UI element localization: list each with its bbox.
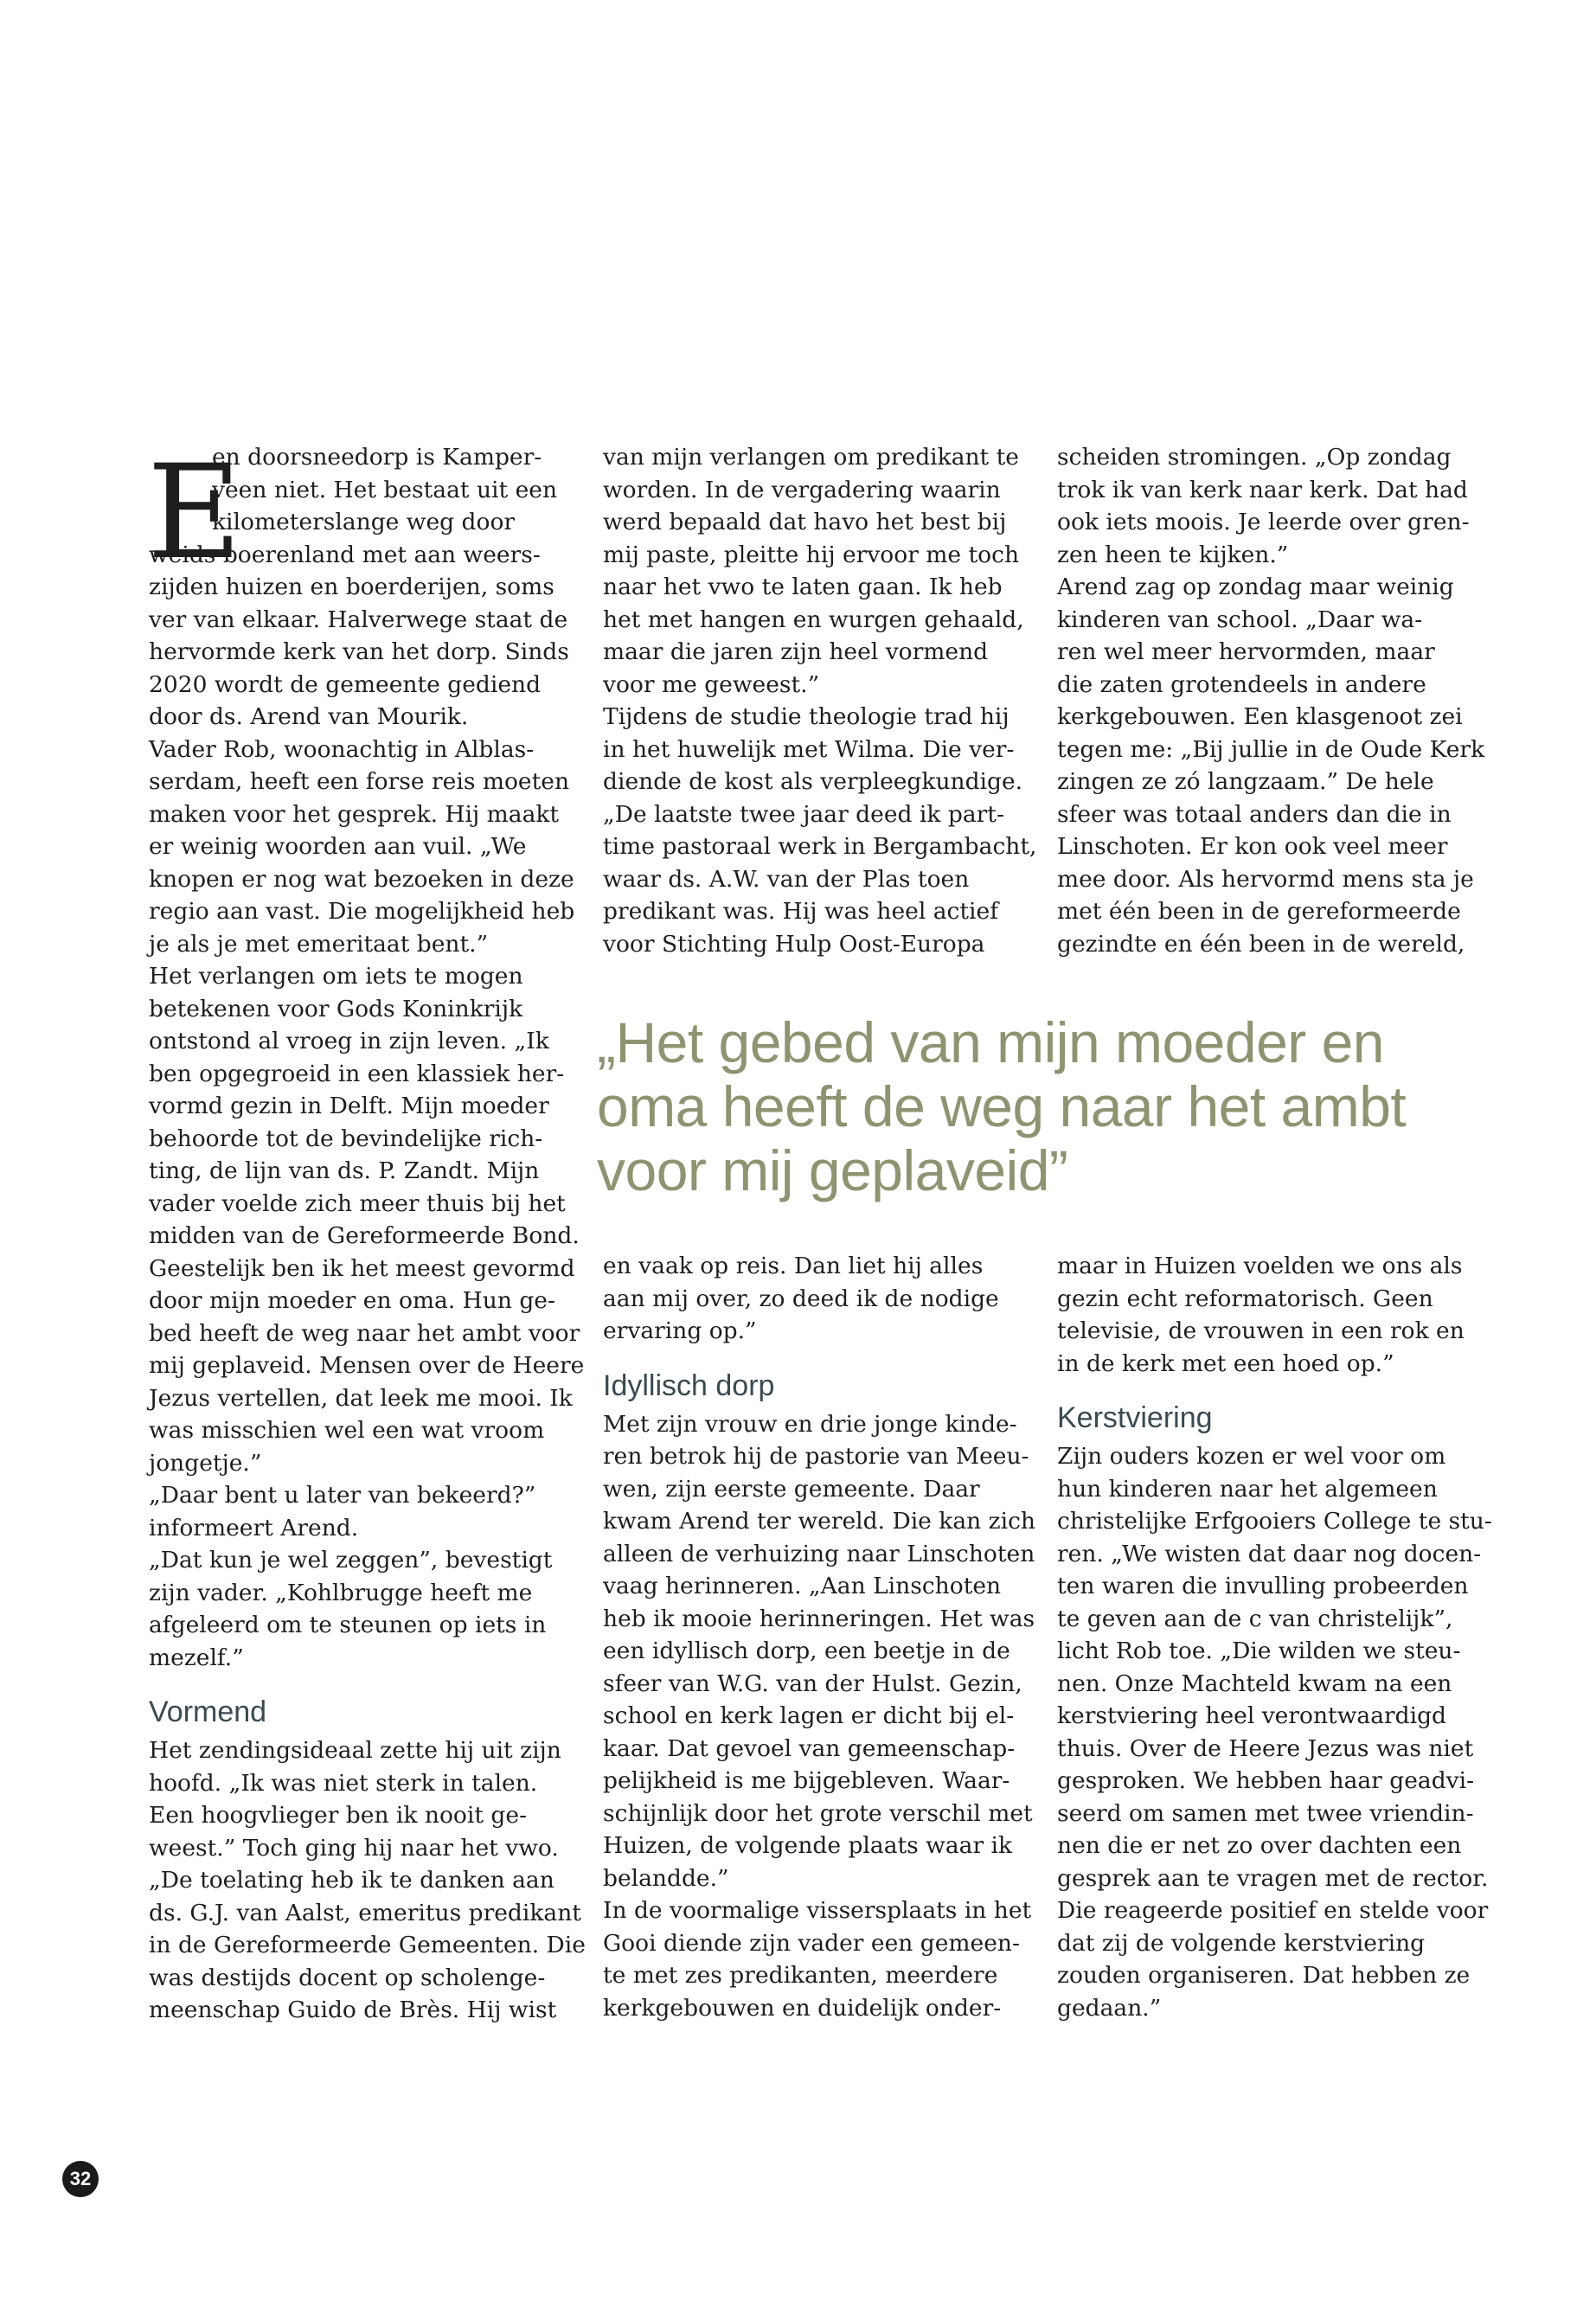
text-line: in de kerk met een hoed op.” bbox=[1057, 1349, 1394, 1377]
text-line: voor mij geplaveid” bbox=[597, 1138, 1068, 1202]
text-line: kinderen van school. „Daar wa- bbox=[1057, 606, 1423, 633]
text-line: ten waren die invulling probeerden bbox=[1057, 1573, 1469, 1599]
text-line: „Daar bent u later van bekeerd?” bbox=[149, 1482, 536, 1509]
drop-cap: E bbox=[147, 438, 242, 588]
column-1 bbox=[147, 438, 586, 2027]
text-line: „De toelating heb ik te danken aan bbox=[149, 1867, 554, 1894]
text-line: predikant was. Hij was heel actief bbox=[603, 898, 998, 925]
text-line: hervormde kerk van het dorp. Sinds bbox=[149, 638, 569, 665]
text-line: was destijds docent op scholenge- bbox=[149, 1964, 546, 1991]
text-line: mezelf.” bbox=[149, 1644, 244, 1671]
text-line: een idyllisch dorp, een beetje in de bbox=[603, 1638, 1010, 1664]
column-2-lower-text-a bbox=[603, 1250, 1014, 1348]
text-line: wen, zijn eerste gemeente. Daar bbox=[603, 1475, 980, 1503]
text-line: zijn vader. „Kohlbrugge heeft me bbox=[149, 1579, 533, 1606]
text-line: afgeleerd om te steunen op iets in bbox=[149, 1612, 547, 1638]
text-line: pelijkheid is me bijgebleven. Waar- bbox=[603, 1767, 1010, 1794]
text-line: Huizen, de volgende plaats waar ik bbox=[603, 1832, 1013, 1859]
text-line: zen heen te kijken.” bbox=[1057, 541, 1289, 568]
text-line: school en kerk lagen er dicht bij el- bbox=[603, 1702, 1015, 1729]
text-line: Vader Rob, woonachtig in Alblas- bbox=[149, 735, 535, 763]
text-line: betekenen voor Gods Koninkrijk bbox=[149, 995, 523, 1022]
text-line: zijden huizen en boerderijen, soms bbox=[149, 574, 554, 600]
text-line: nen die er net zo over dachten een bbox=[1057, 1832, 1462, 1859]
text-line: vader voelde zich meer thuis bij het bbox=[149, 1189, 566, 1217]
text-line: serdam, heeft een forse reis moeten bbox=[149, 768, 570, 795]
text-line: maar die jaren zijn heel vormend bbox=[603, 638, 989, 665]
column-2-top-text bbox=[603, 441, 1037, 960]
text-line: er weinig woorden aan vuil. „We bbox=[149, 833, 527, 860]
column-3 bbox=[1057, 441, 1485, 960]
text-line: ds. G.J. van Aalst, emeritus predikant bbox=[149, 1899, 581, 1926]
pull-quote bbox=[597, 1010, 1462, 1202]
text-line: en doorsneedorp is Kamper- bbox=[212, 444, 542, 471]
text-line: Met zijn vrouw en drie jonge kinde- bbox=[603, 1410, 1017, 1438]
text-line: Tijdens de studie theologie trad hij bbox=[603, 703, 1010, 730]
text-line: worden. In de vergadering waarin bbox=[603, 476, 1001, 503]
text-line: je als je met emeritaat bent.” bbox=[149, 930, 489, 958]
text-line: werd bepaald dat havo het best bij bbox=[603, 509, 1007, 535]
text-line: televisie, de vrouwen in een rok en bbox=[1057, 1317, 1465, 1344]
column-1-top-text bbox=[147, 438, 585, 1674]
text-line: door ds. Arend van Mourik. bbox=[149, 703, 469, 730]
text-line: seerd om samen met twee vriendin- bbox=[1057, 1799, 1474, 1827]
text-line: christelijke Erfgooiers College te stu- bbox=[1057, 1508, 1492, 1535]
text-line: veen niet. Het bestaat uit een bbox=[212, 476, 558, 503]
text-line: naar het vwo te laten gaan. Ik heb bbox=[603, 574, 1003, 600]
text-line: time pastoraal werk in Bergambacht, bbox=[603, 833, 1037, 860]
text-line: maken voor het gesprek. Hij maakt bbox=[149, 800, 560, 828]
column-2 bbox=[603, 441, 1037, 960]
text-line: voor Stichting Hulp Oost-Europa bbox=[603, 930, 985, 958]
text-line: In de voormalige vissersplaats in het bbox=[603, 1897, 1032, 1924]
text-line: gezindte en één been in de wereld, bbox=[1057, 930, 1465, 958]
text-line: ting, de lijn van ds. P. Zandt. Mijn bbox=[149, 1157, 540, 1184]
text-line: was misschien wel een wat vroom bbox=[149, 1417, 545, 1444]
text-line: weids boerenland met aan weers- bbox=[149, 541, 541, 568]
text-line: Een hoogvlieger ben ik nooit ge- bbox=[149, 1802, 528, 1829]
text-line: mij paste, pleitte hij ervoor me toch bbox=[603, 541, 1020, 568]
text-line: „De laatste twee jaar deed ik part- bbox=[603, 800, 1004, 828]
text-line: ben opgegroeid in een klassiek her- bbox=[149, 1060, 565, 1087]
text-line: ren. „We wisten dat daar nog docen- bbox=[1057, 1540, 1482, 1567]
page-number: 32 bbox=[62, 2161, 99, 2197]
text-line: van mijn verlangen om predikant te bbox=[603, 444, 1019, 471]
column-2-lower bbox=[603, 1250, 1035, 2024]
text-line: dat zij de volgende kerstviering bbox=[1057, 1929, 1426, 1957]
text-line: ren wel meer hervormden, maar bbox=[1057, 638, 1435, 665]
column-3-lower bbox=[1057, 1250, 1492, 2024]
text-line: aan mij over, zo deed ik de nodige bbox=[603, 1285, 999, 1312]
text-line: ren betrok hij de pastorie van Meeu- bbox=[603, 1443, 1029, 1470]
text-line: alleen de verhuizing naar Linschoten bbox=[603, 1540, 1035, 1567]
text-line: Gooi diende zijn vader een gemeen- bbox=[603, 1929, 1020, 1957]
text-line: mij geplaveid. Mensen over de Heere bbox=[149, 1352, 585, 1379]
text-line: Jezus vertellen, dat leek me mooi. Ik bbox=[149, 1384, 573, 1412]
text-line: weest.” Toch ging hij naar het vwo. bbox=[149, 1834, 559, 1862]
text-line: Linschoten. Er kon ook veel meer bbox=[1057, 833, 1448, 860]
text-line: in de Gereformeerde Gemeenten. Die bbox=[149, 1932, 586, 1958]
text-line: 2020 wordt de gemeente gediend bbox=[149, 670, 542, 698]
text-line: en vaak op reis. Dan liet hij alles bbox=[603, 1253, 984, 1279]
text-line: die zaten grotendeels in andere bbox=[1057, 670, 1426, 698]
text-line: in het huwelijk met Wilma. Die ver- bbox=[603, 735, 1015, 763]
text-line: kwam Arend ter wereld. Die kan zich bbox=[603, 1508, 1035, 1535]
text-line: hoofd. „Ik was niet sterk in talen. bbox=[149, 1769, 538, 1797]
text-line: gesproken. We hebben haar geadvi- bbox=[1057, 1767, 1475, 1794]
text-line: midden van de Gereformeerde Bond. bbox=[149, 1222, 580, 1249]
text-line: Het zendingsideaal zette hij uit zijn bbox=[149, 1737, 561, 1764]
text-line: nen. Onze Machteld kwam na een bbox=[1057, 1670, 1452, 1697]
text-line: kilometerslange weg door bbox=[212, 509, 516, 535]
column-3-lower-text-a bbox=[1057, 1250, 1468, 1380]
text-line: heb ik mooie herinneringen. Het was bbox=[603, 1605, 1035, 1632]
text-line: ver van elkaar. Halverwege staat de bbox=[149, 606, 568, 633]
text-line: tegen me: „Bij jullie in de Oude Kerk bbox=[1057, 735, 1485, 763]
text-line: kaar. Dat gevoel van gemeenschap- bbox=[603, 1734, 1016, 1762]
text-line: kerkgebouwen en duidelijk onder- bbox=[603, 1994, 1002, 2022]
text-line: waar ds. A.W. van der Plas toen bbox=[603, 865, 970, 893]
text-line: belandde.” bbox=[603, 1864, 729, 1892]
text-line: het met hangen en wurgen gehaald, bbox=[603, 606, 1024, 633]
text-line: ervaring op.” bbox=[603, 1317, 757, 1344]
text-line: jongetje.” bbox=[149, 1449, 262, 1477]
text-line: gedaan.” bbox=[1057, 1994, 1162, 2022]
text-line: mee door. Als hervormd mens sta je bbox=[1057, 865, 1474, 893]
text-line: licht Rob toe. „Die wilden we steu- bbox=[1057, 1638, 1461, 1664]
text-line: trok ik van kerk naar kerk. Dat had bbox=[1057, 476, 1468, 503]
text-line: hun kinderen naar het algemeen bbox=[1057, 1475, 1438, 1503]
text-line: maar in Huizen voelden we ons als bbox=[1057, 1253, 1463, 1279]
text-line: door mijn moeder en oma. Hun ge- bbox=[149, 1287, 555, 1314]
text-line: kerkgebouwen. Een klasgenoot zei bbox=[1057, 703, 1463, 730]
text-line: gezin echt reformatorisch. Geen bbox=[1057, 1285, 1433, 1312]
text-line: oma heeft de weg naar het ambt bbox=[597, 1074, 1407, 1138]
text-line: voor me geweest.” bbox=[603, 670, 820, 698]
text-line: vaag herinneren. „Aan Linschoten bbox=[603, 1573, 1002, 1599]
text-line: ook iets moois. Je leerde over gren- bbox=[1057, 509, 1470, 535]
text-line: kerstviering heel verontwaardigd bbox=[1057, 1702, 1447, 1729]
text-line: sfeer was totaal anders dan die in bbox=[1057, 800, 1452, 828]
subheading-kerstviering: Kerstviering bbox=[1057, 1401, 1213, 1434]
column-2-lower-text-b bbox=[603, 1408, 1035, 2025]
text-line: ontstond al vroeg in zijn leven. „Ik bbox=[149, 1028, 549, 1054]
text-line: vormd gezin in Delft. Mijn moeder bbox=[149, 1093, 549, 1119]
text-line: scheiden stromingen. „Op zondag bbox=[1057, 444, 1452, 471]
text-line: regio aan vast. Die mogelijkheid heb bbox=[149, 898, 575, 925]
text-line: bed heeft de weg naar het ambt voor bbox=[149, 1319, 580, 1347]
text-line: „Dat kun je wel zeggen”, bevestigt bbox=[149, 1547, 553, 1574]
text-line: te met zes predikanten, meerdere bbox=[603, 1962, 998, 1989]
text-line: Arend zag op zondag maar weinig bbox=[1057, 574, 1454, 600]
text-line: Zijn ouders kozen er wel voor om bbox=[1057, 1443, 1446, 1470]
text-line: gesprek aan te vragen met de rector. bbox=[1057, 1864, 1489, 1892]
column-3-lower-text-b bbox=[1057, 1440, 1492, 2024]
column-3-top-text bbox=[1057, 441, 1485, 960]
text-line: „Het gebed van mijn moeder en bbox=[597, 1010, 1385, 1074]
text-line: meenschap Guido de Brès. Hij wist bbox=[149, 1997, 557, 2023]
text-line: zouden organiseren. Dat hebben ze bbox=[1057, 1962, 1471, 1989]
text-line: sfeer van W.G. van der Hulst. Gezin, bbox=[603, 1670, 1022, 1697]
text-line: Die reageerde positief en stelde voor bbox=[1057, 1897, 1489, 1924]
subheading-vormend: Vormend bbox=[149, 1695, 267, 1728]
subheading-idyllisch-dorp: Idyllisch dorp bbox=[603, 1368, 775, 1402]
text-line: diende de kost als verpleegkundige. bbox=[603, 768, 1023, 795]
text-line: Het verlangen om iets te mogen bbox=[149, 963, 523, 990]
text-line: met één been in de gereformeerde bbox=[1057, 898, 1461, 925]
text-line: informeert Arend. bbox=[149, 1514, 359, 1541]
column-1-bottom-text bbox=[149, 1734, 586, 2027]
text-line: thuis. Over de Heere Jezus was niet bbox=[1057, 1734, 1474, 1762]
text-line: zingen ze zó langzaam.” De hele bbox=[1057, 768, 1434, 795]
text-line: te geven aan de c van christelijk”, bbox=[1057, 1605, 1453, 1632]
text-line: knopen er nog wat bezoeken in deze bbox=[149, 865, 574, 893]
text-line: behoorde tot de bevindelijke rich- bbox=[149, 1125, 543, 1152]
text-line: schijnlijk door het grote verschil met bbox=[603, 1799, 1033, 1827]
text-line: Geestelijk ben ik het meest gevormd bbox=[149, 1254, 575, 1282]
